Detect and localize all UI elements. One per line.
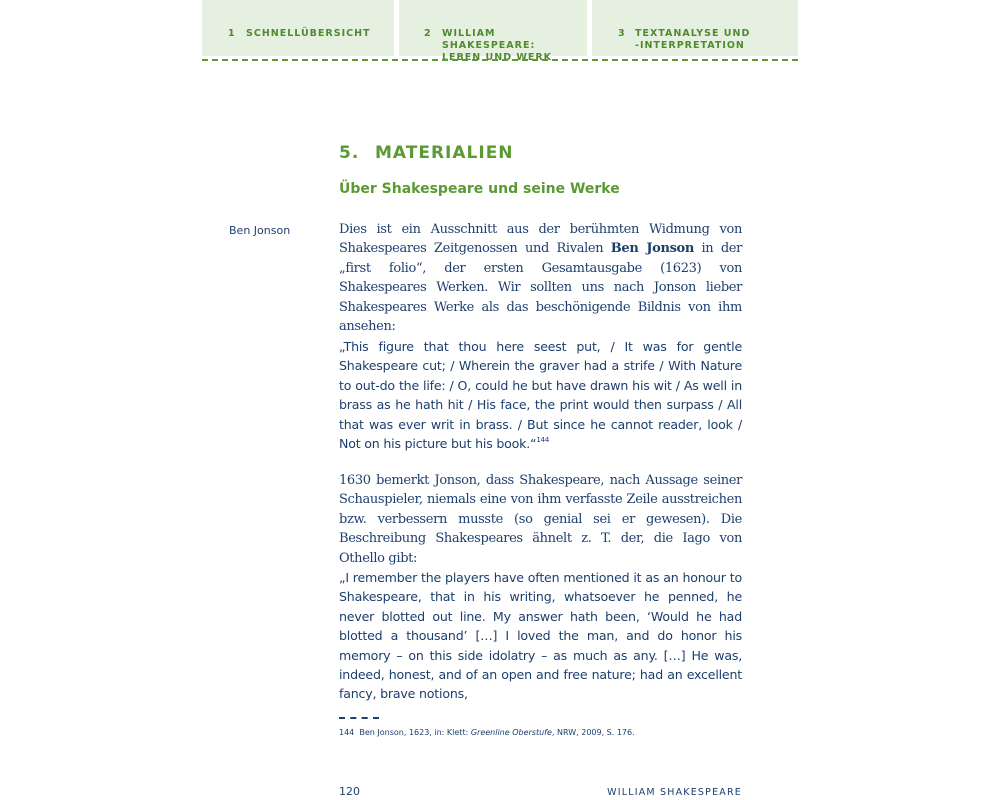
running-head: WILLIAM SHAKESPEARE <box>607 787 742 798</box>
chapter-heading <box>339 143 514 163</box>
intro-bold-name: Ben Jonson <box>610 241 694 257</box>
intro-text-1: Dies ist ein Ausschnitt aus der berühmten Widmung von Shakespeares Zeitgenossen und Rivalen <box>339 222 742 257</box>
tab-number: 3 <box>618 28 626 39</box>
chapter-title: MATERIALIEN <box>375 143 514 163</box>
intro-paragraph <box>339 220 742 336</box>
section-subheading: Über Shakespeare und seine Werke <box>339 181 620 197</box>
footnote-number: 144 <box>339 728 355 737</box>
tab-label: SCHNELLÜBERSICHT <box>246 28 371 39</box>
tab-label-line2: LEBEN UND WERK <box>442 52 553 63</box>
footnote-divider <box>339 717 379 719</box>
footnote <box>339 728 635 737</box>
header-divider <box>202 59 798 61</box>
footnote-text-1: Ben Jonson, 1623, in: Klett: <box>359 728 471 737</box>
page-number: 120 <box>339 785 360 798</box>
footnote-text-2: , NRW, 2009, S. 176. <box>551 728 635 737</box>
tab-leben-und-werk[interactable] <box>399 0 587 63</box>
tab-label-line1: WILLIAM SHAKESPEARE: <box>442 28 536 51</box>
chapter-number: 5. <box>339 143 360 163</box>
tab-label-line1: TEXTANALYSE UND <box>635 28 751 39</box>
intro-text-2: in der „first folio“, der ersten Gesamtausgabe (1623) von Shakespeares Werken. Wir sollten uns nach Jonson lieber Shakespeares Werke als das beschönigende Bildnis von ihm ansehen: <box>339 241 743 335</box>
tab-number: 2 <box>424 28 432 39</box>
tab-schnelluebersicht[interactable] <box>202 0 394 56</box>
chapter-navigation <box>202 0 798 63</box>
tab-label <box>635 28 750 52</box>
margin-note: Ben Jonson <box>229 224 291 237</box>
quote-1-text: „This figure that thou here seest put, / It was for gentle Shakespeare cut; / Wherein the graver had a strife / With Nature to out-do the life: / O, could he but have drawn his wit / As well in brass as he hath hit / His face, the print would then surpass / All that was ever writ in brass. / But since he cannot reader, look / Not on his picture but his book.“ <box>339 339 742 452</box>
body-paragraph-2: 1630 bemerkt Jonson, dass Shakespeare, nach Aussage seiner Schauspieler, niemals eine von ihm verfasste Zeile ausstreichen bzw. verbessern musste (so genial sei er gewesen). Die Beschreibung Shakespeares ähnelt z. T. der, die Iago von Othello gibt: <box>339 473 742 566</box>
tab-number: 1 <box>228 28 236 39</box>
quote-block-1 <box>339 337 742 453</box>
tab-label-line2: -INTERPRETATION <box>635 40 745 51</box>
footnote-source: Greenline Oberstufe <box>470 728 552 737</box>
footnote-reference[interactable]: 144 <box>536 436 550 445</box>
tab-textanalyse[interactable] <box>592 0 798 56</box>
quote-block-2: „I remember the players have often mentioned it as an honour to Shakespeare, that in his writing, whatsoever he penned, he never blotted out line. My answer hath been, ‘Would he had blotted a thousand’ […] I loved the man, and do honor his memory – on this side idolatry – as much as any. […] He was, indeed, honest, and of an open and free nature; had an excellent fancy, brave notions, <box>339 570 742 702</box>
